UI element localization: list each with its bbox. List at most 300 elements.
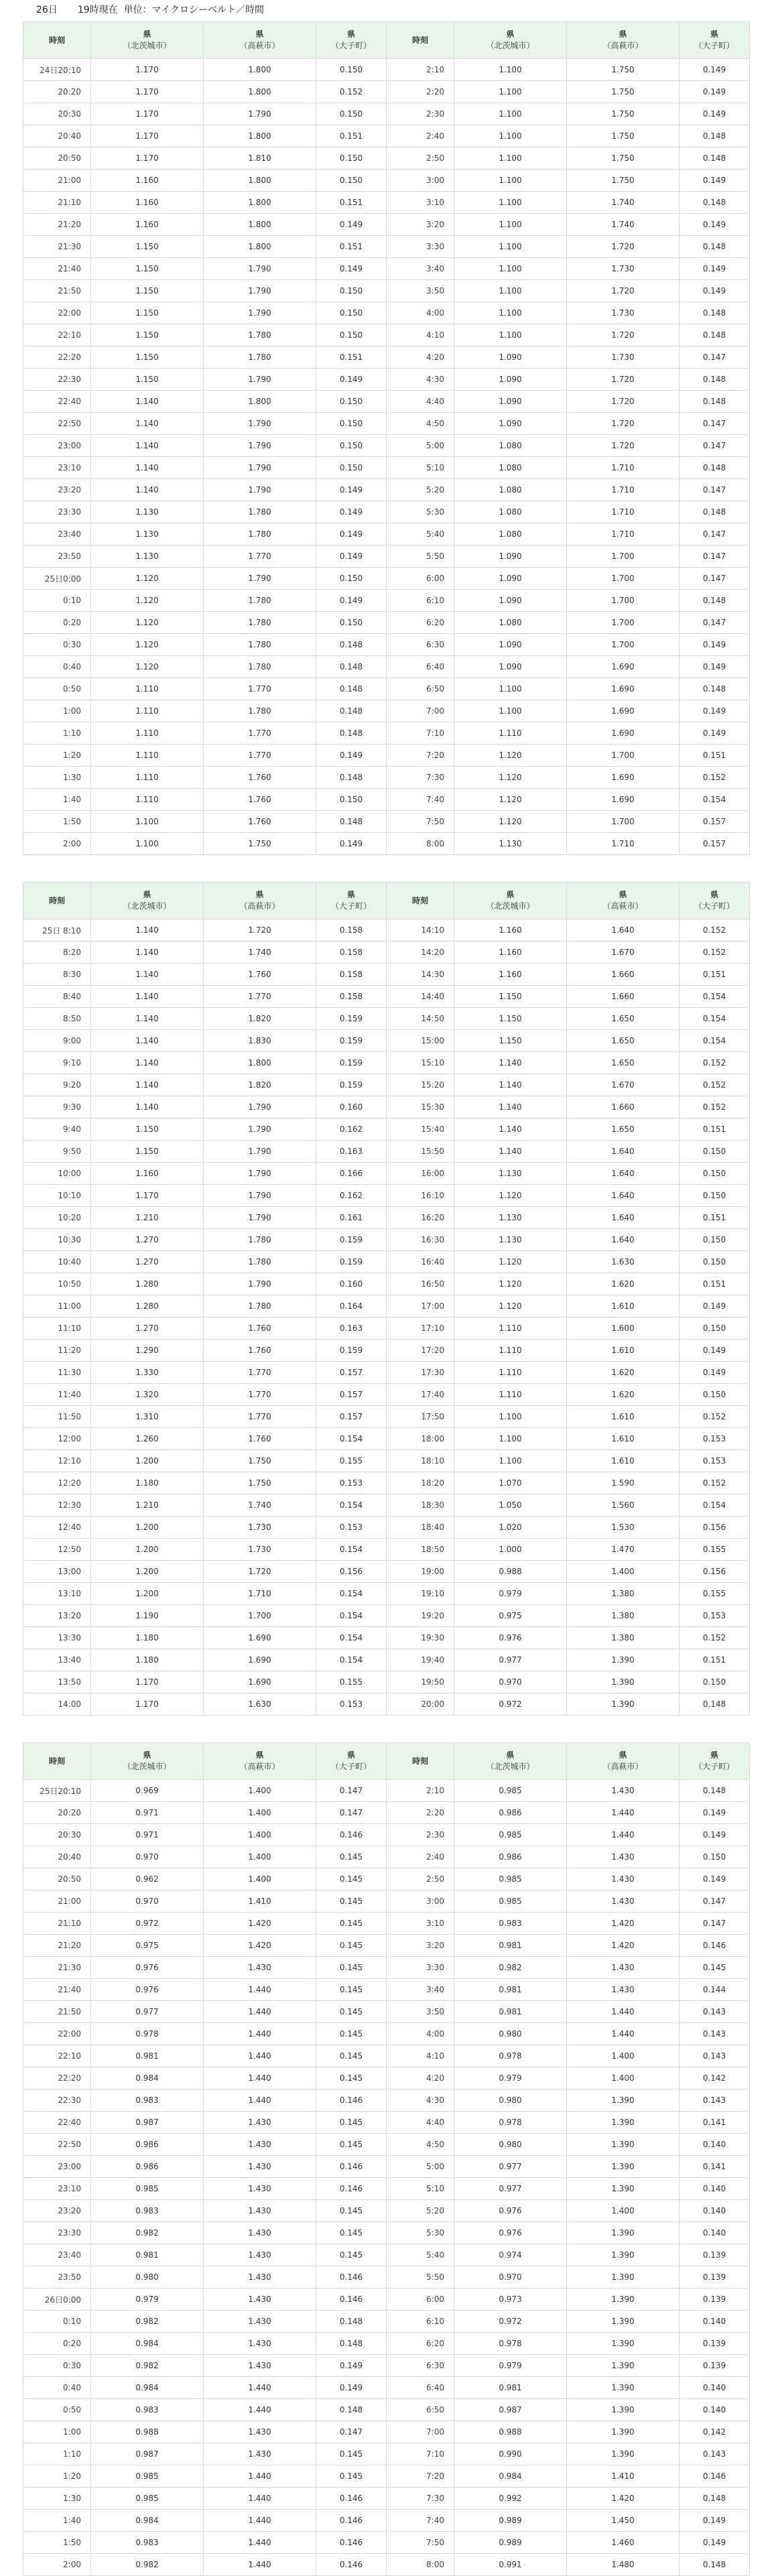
value-cell: 0.147 [680,1890,750,1913]
value-cell: 1.760 [204,789,316,811]
value-cell: 1.150 [91,369,204,391]
value-cell: 1.390 [567,2311,680,2333]
time-cell: 0:30 [23,2355,91,2377]
table-row [23,1207,750,1229]
table-row [23,1935,750,1957]
time-cell: 7:50 [387,2532,454,2554]
value-cell: 1.150 [454,986,567,1008]
value-cell: 1.430 [204,2178,316,2200]
column-header-city: （大子町） [330,41,371,50]
value-cell: 0.992 [454,2488,567,2510]
time-cell: 19:50 [387,1671,454,1693]
table-row [23,2421,750,2443]
time-cell: 20:20 [23,1802,91,1824]
value-cell: 1.180 [91,1472,204,1494]
value-cell: 1.690 [567,767,680,789]
value-cell: 1.200 [91,1539,204,1561]
column-header-station [454,883,567,919]
value-cell: 1.800 [204,170,316,192]
time-cell: 4:20 [387,2067,454,2089]
time-cell: 10:20 [23,1207,91,1229]
value-cell: 1.120 [91,590,204,612]
time-cell: 10:30 [23,1229,91,1251]
value-cell: 0.148 [680,125,750,147]
value-cell: 1.080 [454,612,567,634]
time-cell: 9:50 [23,1141,91,1163]
value-cell: 1.710 [567,523,680,545]
time-cell: 7:30 [387,2488,454,2510]
time-cell: 12:30 [23,1494,91,1517]
value-cell: 1.170 [91,125,204,147]
value-cell: 1.430 [204,2355,316,2377]
table-row [23,1671,750,1693]
time-cell: 2:00 [23,2554,91,2576]
value-cell: 1.730 [204,1539,316,1561]
value-cell: 0.152 [680,1627,750,1649]
time-cell: 7:30 [387,767,454,789]
value-cell: 1.480 [567,2554,680,2576]
value-cell: 1.750 [567,81,680,103]
time-cell: 0:10 [23,590,91,612]
time-cell: 12:00 [23,1428,91,1450]
value-cell: 0.979 [454,1583,567,1605]
value-cell: 1.390 [567,2266,680,2289]
table-row [23,170,750,192]
table-gap [0,1716,772,1742]
value-cell: 1.400 [567,1561,680,1583]
table-row [23,2311,750,2333]
time-cell: 5:00 [387,2156,454,2178]
value-cell: 1.170 [91,147,204,170]
column-header-city: （高萩市） [239,41,280,50]
value-cell: 1.770 [204,745,316,767]
value-cell: 1.750 [204,833,316,855]
value-cell: 0.990 [454,2443,567,2465]
value-cell: 1.640 [567,919,680,942]
value-cell: 1.700 [567,545,680,568]
value-cell: 0.150 [316,612,387,634]
value-cell: 0.145 [680,1957,750,1979]
column-header-station [680,883,750,919]
value-cell: 0.981 [454,2377,567,2399]
time-cell: 15:40 [387,1118,454,1141]
value-cell: 1.090 [454,413,567,435]
value-cell: 0.985 [91,2488,204,2510]
value-cell: 1.400 [567,2045,680,2067]
value-cell: 1.120 [91,634,204,656]
value-cell: 1.120 [454,1295,567,1317]
value-cell: 1.690 [567,678,680,700]
value-cell: 1.790 [204,258,316,280]
table-row [23,1450,750,1472]
value-cell: 0.154 [316,1627,387,1649]
tables-container [0,21,772,2576]
value-cell: 0.158 [316,919,387,942]
column-header-city: （北茨城市） [486,1762,535,1771]
value-cell: 0.148 [316,811,387,833]
table-row [23,833,750,855]
value-cell: 0.146 [316,2554,387,2576]
value-cell: 0.152 [680,1052,750,1074]
value-cell: 0.980 [454,2089,567,2112]
value-cell: 1.440 [567,2023,680,2045]
time-cell: 17:50 [387,1406,454,1428]
value-cell: 0.150 [316,391,387,413]
value-cell: 0.975 [91,1935,204,1957]
value-cell: 1.140 [91,1074,204,1096]
time-cell: 2:00 [23,833,91,855]
value-cell: 0.150 [680,1141,750,1163]
table-row [23,811,750,833]
column-header-station [204,1743,316,1780]
time-cell: 5:40 [387,2244,454,2266]
column-header-city: （北茨城市） [123,41,172,50]
value-cell: 0.149 [680,214,750,236]
value-cell: 0.152 [680,1074,750,1096]
table-row [23,324,750,346]
value-cell: 1.110 [454,1340,567,1362]
value-cell: 0.149 [680,170,750,192]
value-cell: 0.980 [91,2266,204,2289]
value-cell: 1.720 [567,435,680,457]
value-cell: 0.152 [680,1472,750,1494]
table-row [23,1517,750,1539]
value-cell: 0.970 [91,1890,204,1913]
time-cell: 9:30 [23,1096,91,1118]
time-cell: 3:30 [387,1957,454,1979]
value-cell: 0.146 [316,2156,387,2178]
value-cell: 1.430 [567,1868,680,1890]
value-cell: 0.160 [316,1096,387,1118]
value-cell: 1.740 [204,1494,316,1517]
value-cell: 1.080 [454,457,567,479]
value-cell: 0.149 [680,634,750,656]
value-cell: 0.979 [454,2067,567,2089]
time-cell: 3:30 [387,236,454,258]
value-cell: 1.610 [567,1340,680,1362]
column-header-station [91,22,204,59]
value-cell: 1.110 [454,722,567,745]
value-cell: 1.530 [567,1517,680,1539]
table-row [23,1362,750,1384]
time-cell: 0:10 [23,2311,91,2333]
value-cell: 0.149 [316,479,387,501]
time-cell: 16:10 [387,1185,454,1207]
column-header-city: （大子町） [330,901,371,911]
value-cell: 0.139 [680,2244,750,2266]
time-cell: 8:50 [23,1008,91,1030]
value-cell: 1.720 [567,280,680,302]
time-cell: 4:40 [387,391,454,413]
value-cell: 0.154 [680,1030,750,1052]
column-header-station [204,883,316,919]
value-cell: 1.440 [567,1824,680,1846]
time-cell: 6:00 [387,568,454,590]
value-cell: 1.090 [454,369,567,391]
table-row [23,634,750,656]
value-cell: 1.440 [204,2067,316,2089]
time-cell: 11:20 [23,1340,91,1362]
value-cell: 1.390 [567,2112,680,2134]
time-cell: 22:00 [23,2023,91,2045]
time-cell: 23:20 [23,2200,91,2222]
time-cell: 1:20 [23,2465,91,2488]
value-cell: 0.145 [316,2134,387,2156]
table-row [23,192,750,214]
value-cell: 1.390 [567,2222,680,2244]
value-cell: 0.151 [680,964,750,986]
value-cell: 1.470 [567,1539,680,1561]
value-cell: 1.130 [91,523,204,545]
value-cell: 0.151 [316,192,387,214]
time-cell: 24日20:10 [23,59,91,81]
value-cell: 0.148 [680,2554,750,2576]
time-cell: 1:50 [23,811,91,833]
value-cell: 0.148 [680,678,750,700]
value-cell: 1.330 [91,1362,204,1384]
time-cell: 3:40 [387,258,454,280]
value-cell: 1.760 [204,1340,316,1362]
time-cell: 15:20 [387,1074,454,1096]
value-cell: 0.156 [316,1561,387,1583]
table-row [23,2067,750,2089]
value-cell: 0.145 [316,2244,387,2266]
value-cell: 1.170 [91,1671,204,1693]
column-header-pref: 県 [506,29,515,39]
time-cell: 3:10 [387,1913,454,1935]
value-cell: 1.780 [204,523,316,545]
value-cell: 0.983 [91,2532,204,2554]
value-cell: 0.142 [680,2067,750,2089]
value-cell: 1.080 [454,523,567,545]
value-cell: 1.440 [204,2399,316,2421]
value-cell: 1.430 [567,1780,680,1802]
value-cell: 1.400 [204,1824,316,1846]
column-header-station [567,883,680,919]
value-cell: 1.400 [204,1802,316,1824]
value-cell: 1.440 [204,2488,316,2510]
radiation-table-block [23,882,749,1716]
time-cell: 14:20 [387,942,454,964]
time-cell: 23:10 [23,457,91,479]
value-cell: 1.140 [454,1052,567,1074]
value-cell: 1.160 [454,942,567,964]
value-cell: 0.149 [316,214,387,236]
value-cell: 0.143 [680,2023,750,2045]
value-cell: 0.989 [454,2532,567,2554]
time-cell: 3:10 [387,192,454,214]
value-cell: 1.140 [91,1008,204,1030]
value-cell: 1.400 [567,2067,680,2089]
value-cell: 0.149 [680,722,750,745]
time-cell: 16:20 [387,1207,454,1229]
value-cell: 0.154 [316,1539,387,1561]
value-cell: 0.986 [91,2134,204,2156]
value-cell: 1.750 [204,1472,316,1494]
column-header-station [316,883,387,919]
value-cell: 0.970 [454,1671,567,1693]
table-row [23,1605,750,1627]
value-cell: 1.150 [454,1008,567,1030]
value-cell: 1.110 [454,1317,567,1340]
time-cell: 7:00 [387,2421,454,2443]
value-cell: 0.146 [680,1935,750,1957]
time-cell: 10:10 [23,1185,91,1207]
value-cell: 0.973 [454,2289,567,2311]
column-header-city: （高萩市） [602,1762,643,1771]
value-cell: 1.440 [204,2532,316,2554]
value-cell: 1.740 [567,214,680,236]
time-cell: 3:50 [387,2001,454,2023]
time-cell: 7:40 [387,2510,454,2532]
column-header-pref: 県 [255,890,264,899]
value-cell: 1.280 [91,1295,204,1317]
value-cell: 0.151 [680,1649,750,1671]
time-cell: 5:30 [387,501,454,523]
value-cell: 1.390 [567,2443,680,2465]
value-cell: 0.146 [316,2178,387,2200]
time-cell: 19:00 [387,1561,454,1583]
value-cell: 0.148 [316,2399,387,2421]
table-row [23,125,750,147]
value-cell: 1.640 [567,1207,680,1229]
time-cell: 23:50 [23,545,91,568]
table-row [23,1494,750,1517]
value-cell: 0.153 [316,1472,387,1494]
value-cell: 1.100 [454,1428,567,1450]
table-row [23,2289,750,2311]
value-cell: 0.975 [454,1605,567,1627]
value-cell: 1.660 [567,1096,680,1118]
value-cell: 0.140 [680,2200,750,2222]
value-cell: 0.157 [680,811,750,833]
value-cell: 1.770 [204,1384,316,1406]
time-cell: 6:30 [387,634,454,656]
time-cell: 1:00 [23,700,91,722]
value-cell: 1.690 [204,1671,316,1693]
table-header-row [23,883,750,919]
value-cell: 0.147 [680,479,750,501]
value-cell: 1.390 [567,2289,680,2311]
value-cell: 1.700 [567,634,680,656]
value-cell: 1.770 [204,986,316,1008]
time-cell: 13:00 [23,1561,91,1583]
value-cell: 1.160 [454,964,567,986]
time-cell: 4:00 [387,2023,454,2045]
time-cell: 23:50 [23,2266,91,2289]
value-cell: 0.145 [316,2443,387,2465]
column-header-station [680,22,750,59]
value-cell: 1.090 [454,568,567,590]
table-row [23,1141,750,1163]
column-header-city: （北茨城市） [123,901,172,911]
value-cell: 0.145 [316,2465,387,2488]
value-cell: 0.139 [680,2289,750,2311]
value-cell: 0.981 [91,2045,204,2067]
value-cell: 1.200 [91,1450,204,1472]
value-cell: 1.690 [567,789,680,811]
value-cell: 1.800 [204,192,316,214]
value-cell: 0.984 [454,2465,567,2488]
time-cell: 12:10 [23,1450,91,1472]
value-cell: 1.760 [204,964,316,986]
value-cell: 1.790 [204,1118,316,1141]
value-cell: 1.700 [567,612,680,634]
time-cell: 3:20 [387,1935,454,1957]
table-row [23,1118,750,1141]
value-cell: 1.150 [91,1118,204,1141]
value-cell: 1.090 [454,656,567,678]
table-row [23,1384,750,1406]
value-cell: 1.690 [567,700,680,722]
value-cell: 1.790 [204,103,316,125]
value-cell: 0.149 [680,1868,750,1890]
time-cell: 4:00 [387,302,454,324]
value-cell: 1.140 [91,479,204,501]
time-cell: 20:50 [23,147,91,170]
column-header-city: （北茨城市） [486,41,535,50]
time-cell: 12:40 [23,1517,91,1539]
value-cell: 1.080 [454,479,567,501]
time-cell: 8:40 [23,986,91,1008]
value-cell: 0.146 [680,2465,750,2488]
time-cell: 21:50 [23,280,91,302]
value-cell: 1.790 [204,479,316,501]
table-row [23,1649,750,1671]
value-cell: 1.400 [204,1780,316,1802]
value-cell: 0.154 [316,1494,387,1517]
time-cell: 0:20 [23,612,91,634]
value-cell: 1.390 [567,1671,680,1693]
value-cell: 0.976 [454,2222,567,2244]
column-header-station [680,1743,750,1780]
value-cell: 1.430 [204,2311,316,2333]
value-cell: 1.430 [204,2333,316,2355]
value-cell: 1.640 [567,1163,680,1185]
table-header-row [23,1743,750,1780]
value-cell: 0.145 [316,2112,387,2134]
value-cell: 0.148 [680,590,750,612]
time-cell: 3:00 [387,1890,454,1913]
value-cell: 1.650 [567,1118,680,1141]
value-cell: 1.420 [567,1935,680,1957]
time-cell: 1:30 [23,2488,91,2510]
value-cell: 0.148 [316,2333,387,2355]
time-cell: 7:20 [387,2465,454,2488]
value-cell: 0.985 [91,2465,204,2488]
value-cell: 1.690 [204,1649,316,1671]
value-cell: 1.020 [454,1517,567,1539]
value-cell: 0.149 [680,258,750,280]
time-cell: 2:20 [387,81,454,103]
value-cell: 1.150 [91,1141,204,1163]
value-cell: 1.100 [454,192,567,214]
time-cell: 20:40 [23,125,91,147]
value-cell: 0.972 [454,1693,567,1716]
value-cell: 0.149 [316,523,387,545]
time-cell: 9:20 [23,1074,91,1096]
table-row [23,479,750,501]
table-row [23,986,750,1008]
time-cell: 0:50 [23,2399,91,2421]
value-cell: 1.650 [567,1008,680,1030]
value-cell: 1.720 [204,1561,316,1583]
value-cell: 1.320 [91,1384,204,1406]
table-row [23,236,750,258]
value-cell: 0.159 [316,1074,387,1096]
value-cell: 1.790 [204,1273,316,1295]
table-row [23,1957,750,1979]
